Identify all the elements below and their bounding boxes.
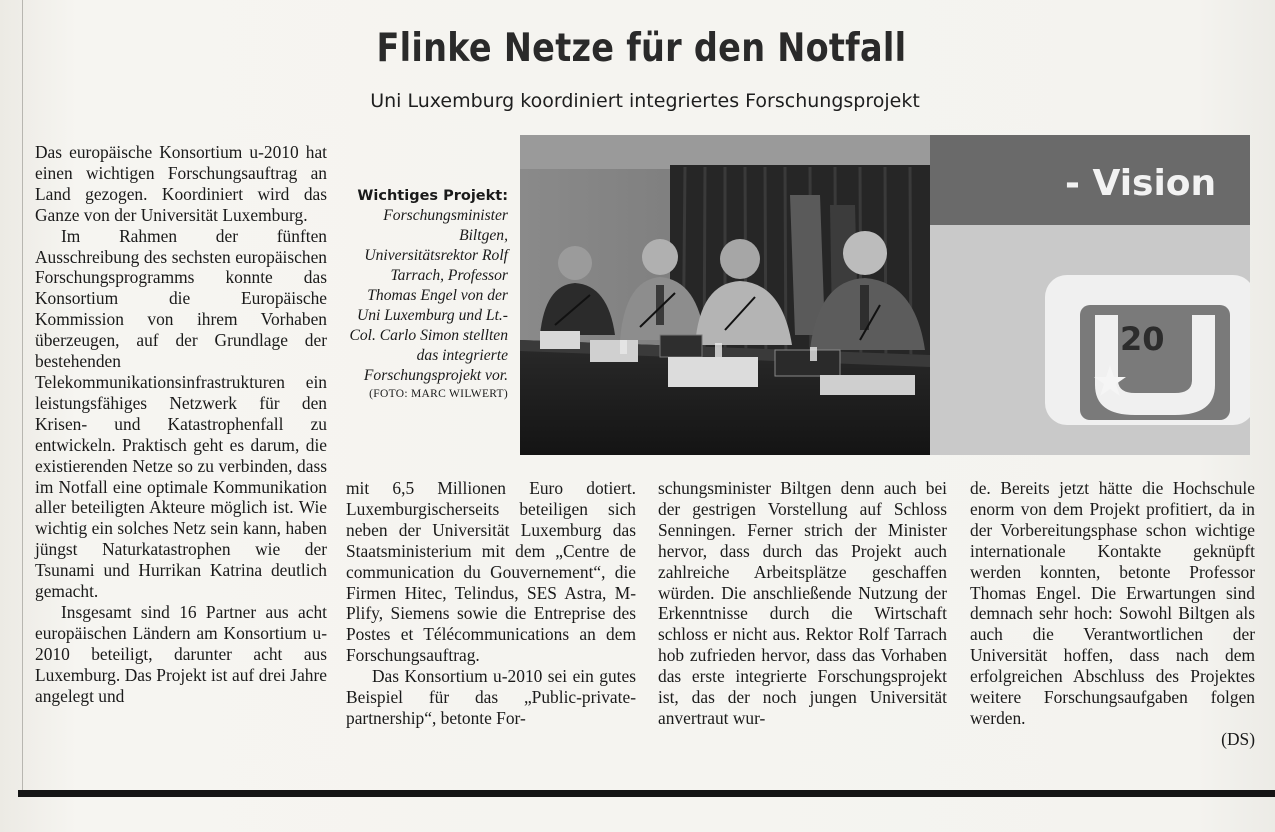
- paragraph: Im Rahmen der fünften Ausschreibung des sechsten europäischen Forschungsprogramms konnte das Konsortium die Europäische Kommission von ihrem Vorhaben überzeugen, auf der Grundlage der bestehenden Telekommunikationsinfrastrukturen ein leistungsfähiges Netzwerk für den Krisen- und Katastrophenfall zu entwickeln. Praktisch geht es darum, die existierenden Netze so zu verbinden, dass im Notfall eine optimale Kommunikation aller beteiligten Akteure möglich ist. Wie wichtig ein solches Netz sein kann, haben jüngst Naturkatastrophen wie der Tsunami und Hurrikan Katrina deutlich gemacht.: [35, 225, 327, 602]
- logo-text: 20: [1120, 320, 1165, 358]
- page-edge-rule: [22, 0, 23, 790]
- paragraph: Insgesamt sind 16 Partner aus acht europäischen Ländern am Konsortium u-2010 beteiligt, darunter acht aus Luxemburg. Das Projekt ist auf drei Jahre angelegt und: [35, 601, 327, 706]
- page-bottom-rule: [18, 790, 1275, 797]
- article-column-2: [346, 478, 636, 729]
- article-column-3: [658, 478, 947, 729]
- paragraph: Das europäische Konsortium u-2010 hat einen wichtigen Forschungsauftrag an Land gezogen. Koordiniert wird das Ganze von der Universität Luxemburg.: [35, 142, 327, 225]
- paragraph: schungsminister Biltgen denn auch bei der gestrigen Vorstellung auf Schloss Senningen. Ferner strich der Minister hervor, dass durch das Projekt auch zahlreiche Arbeitsplätze geschaffen würden. Die anschließende Nutzung der Erkenntnisse durch die Wirtschaft schloss er nicht aus. Rektor Rolf Tarrach hob zufrieden hervor, dass das Vorhaben das erste integrierte Forschungsprojekt ist, das der noch jungen Universität anvertraut wur-: [658, 478, 947, 728]
- photo-credit: (FOTO: MARC WILWERT): [369, 388, 508, 400]
- photo-caption: [346, 186, 508, 403]
- author-initials: (DS): [1221, 728, 1255, 749]
- subheadline: Uni Luxemburg koordiniert integriertes Forschungsprojekt: [370, 90, 920, 112]
- paragraph: de. Bereits jetzt hätte die Hochschule enorm von dem Projekt profitiert, da in der Vorbereitungsphase schon wichtige internationale Kontakte geknüpft werden konnten, betonte Professor Thomas Engel. Die Erwartungen sind demnach sehr hoch: Sowohl Biltgen als auch die Verantwortlichen der Universität hoffen, dass nach dem erfolgreichen Abschluss des Projektes weitere Forschungsaufgaben folgen werden.: [970, 478, 1255, 728]
- banner-text: - Vision: [1065, 163, 1217, 204]
- article-column-1: [35, 142, 327, 706]
- article-column-4: [970, 478, 1255, 750]
- caption-title: Wichtiges Projekt:: [357, 188, 508, 204]
- headline: Flinke Netze für den Notfall: [376, 26, 907, 71]
- paragraph: mit 6,5 Millionen Euro dotiert. Luxemburgischerseits beteiligen sich neben der Universität Luxemburg das Staatsministerium mit dem „Centre de communication du Gouvernement“, die Firmen Hitec, Telindus, SES Astra, M-Plify, Siemens sowie die Entreprise des Postes et Télécommunications an dem Forschungsauftrag.: [346, 478, 636, 666]
- caption-body: Forschungsminister Biltgen, Universitätsrektor Rolf Tarrach, Professor Thomas Engel von der Uni Luxemburg und Lt.-Col. Carlo Simon stellten das integrierte Forschungsprojekt vor.: [349, 207, 508, 384]
- paragraph: Das Konsortium u-2010 sei ein gutes Beispiel für das „Public-private-partnership“, betonte For-: [346, 666, 636, 728]
- press-conference-photo: [520, 135, 1250, 455]
